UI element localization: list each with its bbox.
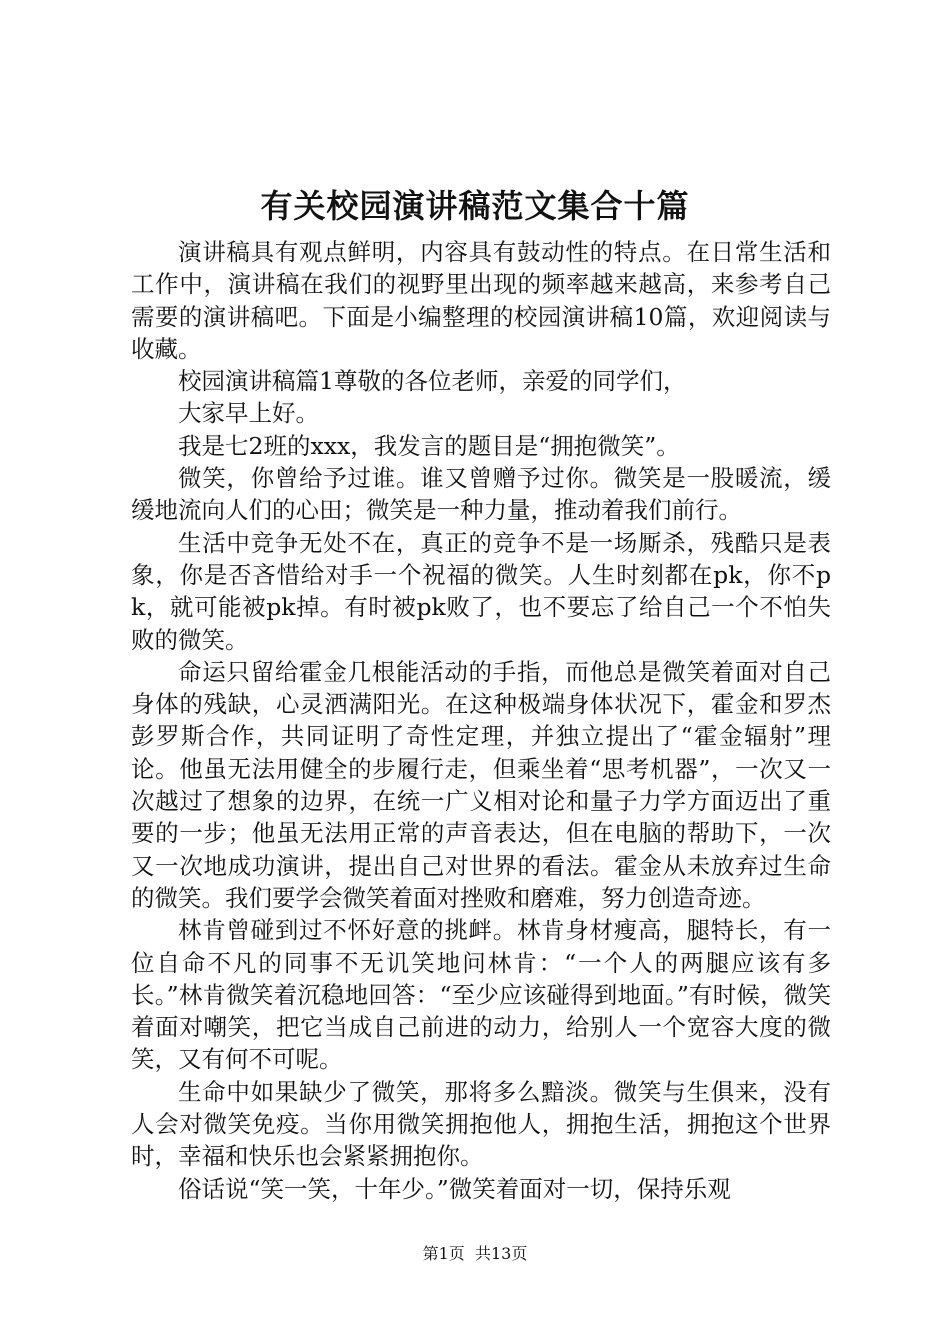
paragraph: 大家早上好。 bbox=[178, 399, 319, 428]
page-number-total: 共13页 bbox=[474, 1244, 528, 1263]
paragraph: 微笑，你曾给予过谁。谁又曾赠予过你。微笑是一股暖流，缓缓地流向人们的心田；微笑是一种力量，推动着我们前行。 bbox=[131, 464, 831, 525]
paragraph: 生活中竞争无处不在，真正的竞争不是一场厮杀，残酷只是表象，你是否吝惜给对手一个祝福的微笑。人生时刻都在pk，你不pk，就可能被pk掉。有时被pk败了，也不要忘了给自己一个不怕失败的微笑。 bbox=[131, 528, 831, 654]
footer-separator bbox=[465, 1244, 475, 1263]
paragraph: 我是七2班的xxx，我发言的题目是“拥抱微笑”。 bbox=[178, 431, 680, 460]
paragraph: 校园演讲稿篇1尊敬的各位老师，亲爱的同学们， bbox=[178, 367, 687, 396]
paragraph: 林肯曾碰到过不怀好意的挑衅。林肯身材瘦高，腿特长，有一位自命不凡的同事不无讥笑地问林肯：“一个人的两腿应该有多长。”林肯微笑着沉稳地回答：“至少应该碰得到地面。”有时候，微笑着面对嘲笑，把它当成自己前进的动力，给别人一个宽容大度的微笑，又有何不可呢。 bbox=[131, 916, 831, 1074]
page-number-current: 第1页 bbox=[422, 1244, 465, 1263]
document-title: 有关校园演讲稿范文集合十篇 bbox=[260, 187, 690, 225]
document-body bbox=[131, 236, 831, 1205]
page-footer bbox=[0, 1243, 950, 1265]
paragraph: 生命中如果缺少了微笑，那将多么黯淡。微笑与生俱来，没有人会对微笑免疫。当你用微笑拥抱他人，拥抱生活，拥抱这个世界时，幸福和快乐也会紧紧拥抱你。 bbox=[131, 1077, 831, 1171]
paragraph: 命运只留给霍金几根能活动的手指，而他总是微笑着面对自己身体的残缺，心灵洒满阳光。在这种极端身体状况下，霍金和罗杰彭罗斯合作，共同证明了奇性定理，并独立提出了“霍金辐射”理论。他虽无法用健全的步履行走，但乘坐着“思考机器”，一次又一次越过了想象的边界，在统一广义相对论和量子力学方面迈出了重要的一步；他虽无法用正常的声音表达，但在电脑的帮助下，一次又一次地成功演讲，提出自己对世界的看法。霍金从未放弃过生命的微笑。我们要学会微笑着面对挫败和磨难，努力创造奇迹。 bbox=[131, 657, 831, 912]
paragraph: 俗话说“笑一笑，十年少。”微笑着面对一切，保持乐观 bbox=[178, 1174, 731, 1203]
paragraph: 演讲稿具有观点鲜明，内容具有鼓动性的特点。在日常生活和工作中，演讲稿在我们的视野里出现的频率越来越高，来参考自己需要的演讲稿吧。下面是小编整理的校园演讲稿10篇，欢迎阅读与收藏。 bbox=[131, 238, 831, 363]
